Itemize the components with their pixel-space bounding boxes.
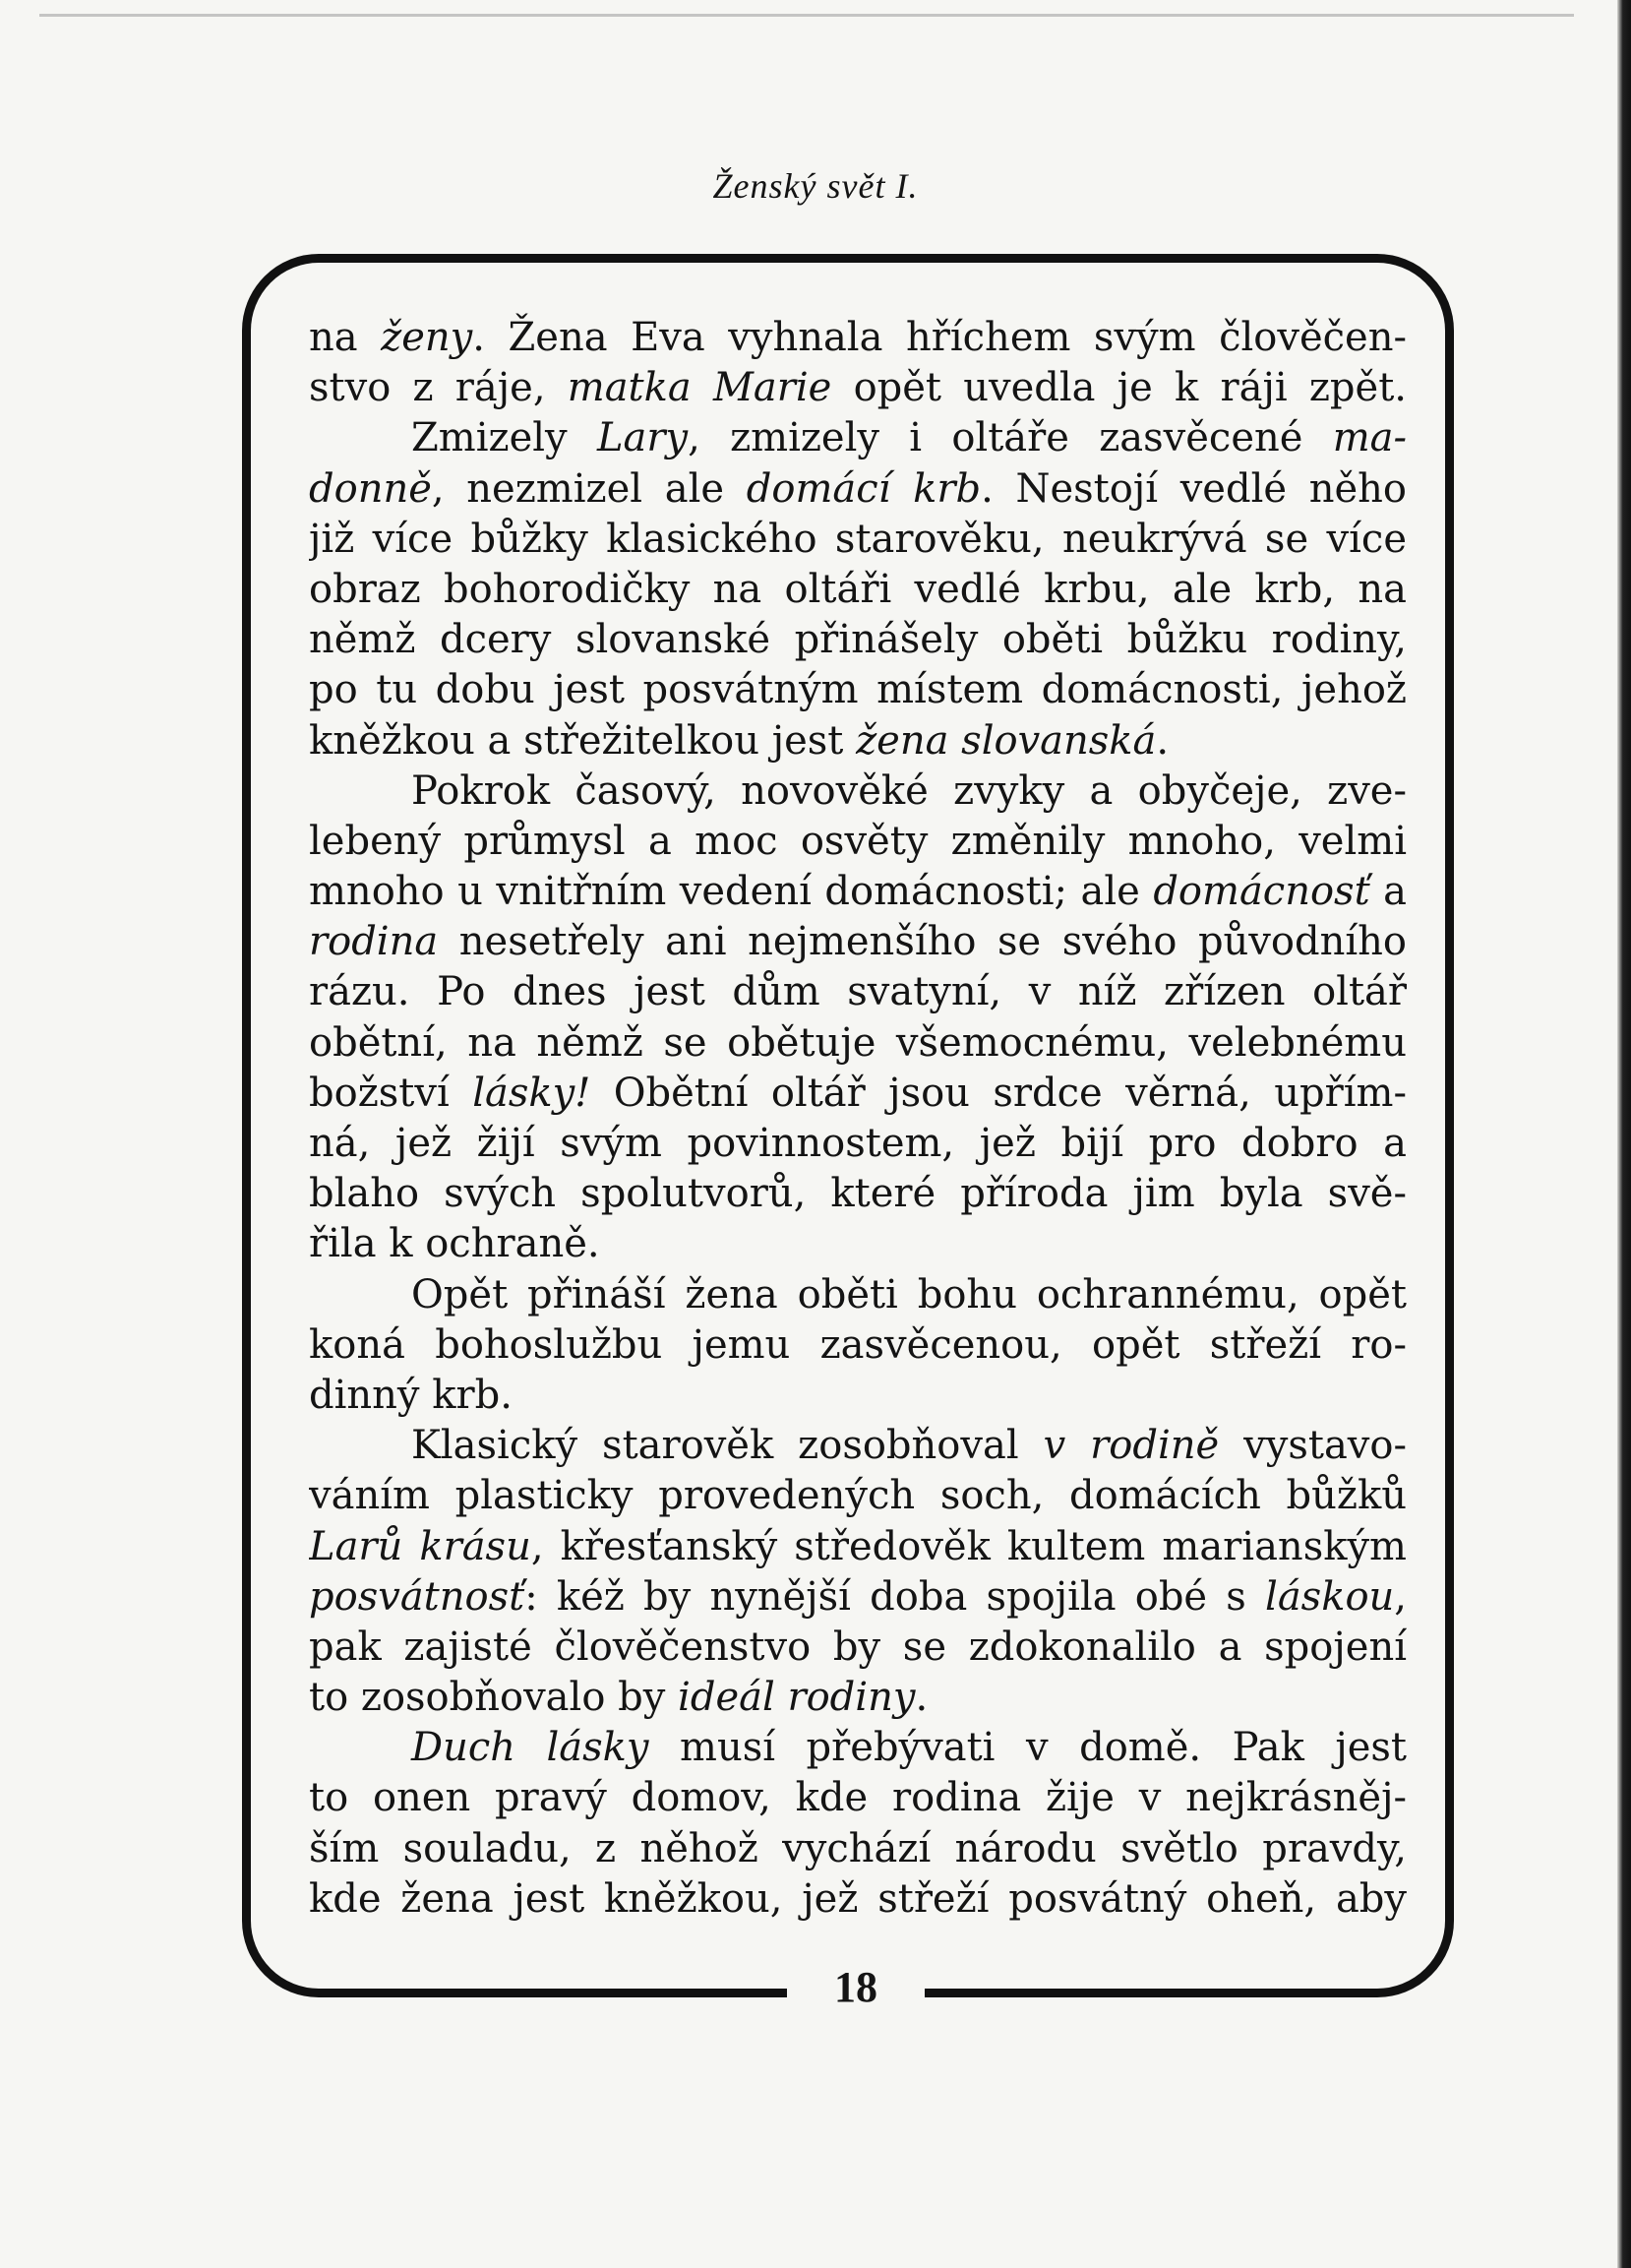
text-line xyxy=(309,1219,1407,1269)
italic-text-segment: ma- xyxy=(1332,415,1407,461)
text-segment: . Nestojí vedlé něho xyxy=(981,465,1407,512)
italic-text-segment: posvátnosť xyxy=(309,1573,525,1620)
text-segment: , zmizely i oltáře zasvěcené xyxy=(688,415,1333,461)
text-line xyxy=(309,1572,1407,1623)
italic-text-segment: žena slovanská xyxy=(856,717,1157,764)
text-segment: ším souladu, z něhož vychází národu světlo pravdy, xyxy=(309,1825,1407,1871)
text-line xyxy=(309,1270,1407,1320)
text-line xyxy=(309,313,1407,363)
italic-text-segment: láskou xyxy=(1265,1573,1395,1620)
text-segment: ná, jež žijí svým povinnostem, jež bijí pro dobro a xyxy=(309,1121,1407,1166)
text-segment: pak zajisté člověčenstvo by se zdokonalilo a spojení xyxy=(309,1624,1407,1670)
text-segment: obraz bohorodičky na oltáři vedlé krbu, ale krb, na xyxy=(309,566,1407,612)
text-line xyxy=(309,1623,1407,1673)
text-line xyxy=(309,1723,1407,1773)
text-segment: obětní, na němž se obětuje všemocnému, velebnému xyxy=(309,1019,1407,1066)
text-line xyxy=(309,464,1407,515)
text-segment: blaho svých spolutvorů, které příroda jim byla svě- xyxy=(309,1171,1407,1217)
text-segment: již více bůžky klasického starověku, neukrývá se více xyxy=(309,516,1407,562)
text-line xyxy=(309,1471,1407,1521)
text-line xyxy=(309,1320,1407,1371)
text-line xyxy=(309,565,1407,615)
text-segment: : kéž by nynější doba spojila obé s xyxy=(524,1573,1266,1620)
italic-text-segment: ideál rodiny xyxy=(678,1675,916,1721)
text-segment: . Žena Eva vyhnala hříchem svým člověčen- xyxy=(472,315,1407,360)
italic-text-segment: Lary xyxy=(596,415,689,461)
text-segment: Pokrok časový, novověké zvyky a obyčeje, zve- xyxy=(411,767,1407,814)
text-segment: na xyxy=(309,315,382,360)
text-line xyxy=(309,413,1407,463)
page-spine-edge xyxy=(1617,0,1631,2268)
italic-text-segment: domácnosť xyxy=(1153,869,1370,915)
text-line xyxy=(309,867,1407,917)
text-segment: Obětní oltář jsou srdce věrná, upřím- xyxy=(590,1070,1407,1116)
text-segment: stvo z ráje, xyxy=(309,365,568,411)
text-line xyxy=(309,515,1407,565)
text-segment: váním plasticky provedených soch, domácích bůžků xyxy=(309,1473,1407,1519)
text-segment: řila k ochraně. xyxy=(309,1221,600,1267)
text-segment: , xyxy=(1394,1573,1407,1620)
text-line xyxy=(309,1421,1407,1471)
text-segment: . xyxy=(1156,717,1170,764)
text-segment: a xyxy=(1369,869,1407,915)
text-segment: , křesťanský středověk kultem marianským xyxy=(530,1523,1407,1569)
text-segment: nesetřely ani nejmenšího se svého původního xyxy=(438,919,1407,965)
text-segment: koná bohoslužbu jemu zasvěcenou, opět střeží ro- xyxy=(309,1321,1407,1368)
text-line xyxy=(309,1673,1407,1723)
text-segment: po tu dobu jest posvátným místem domácnosti, jehož xyxy=(309,667,1407,713)
text-line xyxy=(309,615,1407,665)
text-segment: božství xyxy=(309,1070,473,1116)
text-segment: Opět přináší žena oběti bohu ochrannému, opět xyxy=(411,1271,1407,1318)
text-line xyxy=(309,665,1407,715)
text-segment: němž dcery slovanské přinášely oběti bůžku rodiny, xyxy=(309,617,1407,663)
text-segment: lebený průmysl a moc osvěty změnily mnoho, velmi xyxy=(309,818,1407,864)
text-line xyxy=(309,1824,1407,1874)
text-line xyxy=(309,1119,1407,1169)
text-segment: to zosobňovalo by xyxy=(309,1675,679,1721)
text-line xyxy=(309,1773,1407,1823)
italic-text-segment: Duch lásky xyxy=(411,1725,649,1771)
text-line xyxy=(309,1371,1407,1421)
text-segment: rázu. Po dnes jest dům svatyní, v níž zřízen oltář xyxy=(309,969,1407,1015)
text-line xyxy=(309,363,1407,413)
text-line xyxy=(309,1018,1407,1069)
italic-text-segment: rodina xyxy=(309,919,439,965)
italic-text-segment: matka Marie xyxy=(567,365,832,411)
italic-text-segment: v rodině xyxy=(1043,1423,1220,1469)
text-segment: Zmizely xyxy=(411,415,597,461)
italic-text-segment: Larů krásu xyxy=(309,1523,531,1569)
text-segment: vystavo- xyxy=(1219,1423,1407,1469)
page-number: 18 xyxy=(834,1963,877,2011)
text-segment: to onen pravý domov, kde rodina žije v nejkrásněj- xyxy=(309,1775,1407,1821)
italic-text-segment: domácí krb xyxy=(746,465,982,512)
text-line xyxy=(309,1522,1407,1572)
top-edge-rule xyxy=(39,14,1574,17)
italic-text-segment: donně xyxy=(309,465,432,512)
text-line xyxy=(309,1069,1407,1119)
italic-text-segment: ženy xyxy=(381,315,473,360)
text-segment: dinný krb. xyxy=(309,1372,513,1418)
text-segment: . xyxy=(915,1675,929,1721)
text-segment: musí přebývati v domě. Pak jest xyxy=(648,1725,1407,1771)
text-line xyxy=(309,766,1407,817)
text-segment: mnoho u vnitřním vedení domácnosti; ale xyxy=(309,869,1154,915)
italic-text-segment: lásky! xyxy=(472,1070,591,1116)
text-segment: Klasický starověk zosobňoval xyxy=(411,1423,1044,1469)
text-segment: opět uvedla je k ráji zpět. xyxy=(831,365,1407,411)
body-text xyxy=(309,313,1407,1936)
text-line xyxy=(309,1169,1407,1219)
text-line xyxy=(309,716,1407,766)
running-head: Ženský svět I. xyxy=(712,166,919,206)
text-segment: kněžkou a střežitelkou jest xyxy=(309,717,857,764)
text-segment: , nezmizel ale xyxy=(431,465,747,512)
text-segment: kde žena jest kněžkou, jež střeží posvátný oheň, aby xyxy=(309,1875,1407,1922)
text-line xyxy=(309,917,1407,967)
text-line xyxy=(309,1874,1407,1925)
text-line xyxy=(309,817,1407,867)
text-line xyxy=(309,967,1407,1017)
